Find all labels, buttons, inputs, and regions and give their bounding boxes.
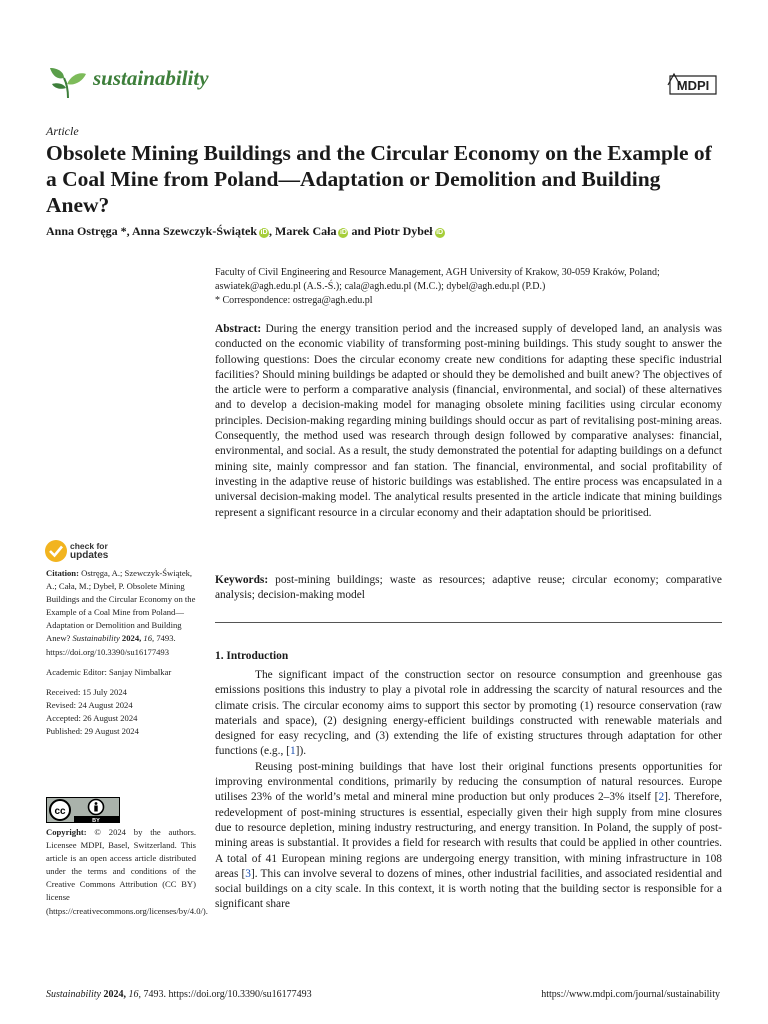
affiliation-line: Faculty of Civil Engineering and Resource Management, AGH University of Krakow, 30-059 Kraków, Poland; — [215, 267, 660, 278]
footer-journal: Sustainability — [46, 989, 101, 1000]
orcid-icon[interactable]: iD — [436, 229, 444, 236]
affiliation — [215, 266, 725, 308]
citation-volume: 16, — [143, 633, 155, 644]
reference-link[interactable]: 1 — [289, 745, 296, 758]
body-text — [215, 668, 722, 913]
accepted-date: Accepted: 26 August 2024 — [46, 712, 138, 723]
sidebar-metadata — [46, 567, 196, 738]
paragraph-text: ]. Therefore, redevelopment of post-mining structures is essential, especially given their high supply from mine closures due to resource depletion, mining industry restructuring, and energy transition. In Poland, the supply of post-mining areas is substantial. It provides a field for research with results that could be applied in other countries. A total of 41 European mining regions are undergoing energy transition, with mining infrastructure in 108 areas [ — [215, 791, 722, 880]
check-updates-icon — [44, 539, 68, 563]
footer-citation — [46, 989, 312, 1000]
author-list — [46, 224, 445, 239]
abstract — [215, 322, 722, 521]
correspondence: * Correspondence: ostrega@agh.edu.pl — [215, 295, 373, 306]
footer-year: 2024, — [103, 989, 126, 1000]
check-updates-line: updates — [70, 550, 109, 561]
footer-volume: 16, — [128, 989, 141, 1000]
revised-date: Revised: 24 August 2024 — [46, 699, 133, 710]
keywords — [215, 573, 722, 604]
by-text: BY — [92, 818, 100, 823]
copyright-text: © 2024 by the authors. Licensee MDPI, Basel, Switzerland. This article is an open access article distributed under the terms and conditions of the Creative Commons Attribution (CC BY) license (https://creativecommons.org/licenses/by/4.0/). — [46, 827, 208, 916]
check-updates-label — [70, 542, 108, 560]
journal-logo-icon — [48, 62, 88, 102]
mdpi-logo-text: MDPI — [676, 78, 710, 93]
paragraph — [215, 668, 722, 760]
paragraph-text: ]). — [295, 745, 307, 758]
citation — [46, 567, 196, 659]
author-name: Anna Szewczyk-Świątek — [132, 224, 258, 238]
divider — [215, 622, 722, 623]
footer-journal-url[interactable]: https://www.mdpi.com/journal/sustainability — [541, 989, 720, 1000]
cc-text: cc — [54, 806, 66, 817]
citation-label: Citation: — [46, 568, 79, 578]
paragraph-text: The significant impact of the construction sector on resource consumption and greenhouse gas emissions positions this industry to play a pivotal role in addressing the scarcity of natural resources and the climate crisis. The circular economy aims to support this sector by promoting (1) resource conservation (raw materials and space), (2) designing energy-efficient buildings constructed with renewable materials and designed for easy recycling, and (3) extending the life of existing structures through adaptation for other functions (e.g., [ — [215, 669, 722, 758]
article-title: Obsolete Mining Buildings and the Circular Economy on the Example of a Coal Mine from Poland—Adaptation or Demolition and Building Anew? — [46, 141, 712, 217]
academic-editor: Academic Editor: Sanjay Nimbalkar — [46, 666, 172, 677]
journal-name[interactable]: sustainability — [93, 66, 209, 90]
abstract-label: Abstract: — [215, 323, 262, 335]
section-heading: 1. Introduction — [215, 650, 289, 662]
citation-text: Ostręga, A.; Szewczyk-Świątek, A.; Cała, M.; Dybeł, P. Obsolete Mining Buildings and the Circular Economy on the Example of a Coal Mine from Poland—Adaptation or Demolition and Building Anew? — [46, 568, 196, 644]
footer-doi-link[interactable]: 7493. https://doi.org/10.3390/su16177493 — [143, 989, 312, 1000]
reference-link[interactable]: 2 — [658, 791, 665, 804]
citation-year: 2024, — [121, 633, 142, 644]
citation-doi[interactable]: 7493. https://doi.org/10.3390/su16177493 — [46, 633, 176, 657]
reference-link[interactable]: 3 — [245, 867, 251, 880]
citation-journal: Sustainability — [72, 633, 120, 644]
paragraph-text: Reusing post-mining buildings that have lost their original functions presents opportunities for improving environmental conditions, primarily by reducing the consumption of natural resources. Europe utilises 23% of the world’s metal and mineral mine production but only produces 2–3% itself [ — [215, 760, 722, 804]
article-type: Article — [46, 124, 79, 138]
author-name: Anna Ostręga *, — [46, 224, 130, 238]
author-name: , Marek Cała — [269, 224, 337, 238]
orcid-icon[interactable]: iD — [339, 229, 347, 236]
author-name: and Piotr Dybeł — [351, 224, 433, 238]
keywords-text: post-mining buildings; waste as resources; adaptive reuse; circular economy; comparative analysis; decision-making model — [215, 574, 722, 602]
check-updates-line: check for — [70, 541, 108, 551]
cc-by-license-icon[interactable] — [46, 797, 120, 823]
received-date: Received: 15 July 2024 — [46, 686, 127, 697]
keywords-label: Keywords: — [215, 574, 269, 586]
affiliation-emails: aswiatek@agh.edu.pl (A.S.-Ś.); cala@agh.edu.pl (M.C.); dybel@agh.edu.pl (P.D.) — [215, 281, 546, 292]
orcid-icon[interactable]: iD — [260, 229, 268, 236]
published-date: Published: 29 August 2024 — [46, 726, 139, 737]
paragraph — [215, 760, 722, 913]
mdpi-logo-icon[interactable] — [666, 70, 720, 100]
abstract-text: During the energy transition period and the increased supply of developed land, an analysis was conducted on the economic viability of transforming post-mining buildings. This study sought to answer the following questions: Does the circular economy create new conditions for adapting these specific industrial facilities? Should mining buildings be adapted or should they be demolished and built anew? The objectives of the article were to perform a comparative analysis (financial, environmental, and social) of these alternatives and to develop a decision-making model for managing obsolete mining facilities using circular economy principles. Decision-making regarding mining buildings should occur as part of revitalising post-mining areas. Consequently, the method used was research through design followed by comparative analyses: financial, environmental, and social. As a result, the study demonstrated the potential for adapting buildings on a defunct mining site, mainly compressor and fan station. The financial, environmental, and social profitability of investing in the adaptive reuse of historic buildings was established. The entire process was encapsulated in a universal decision-making model. The analytical results presented in the article indicate that mining buildings represent a significant resource in a circular economy and their adaptation should be prioritised. — [215, 323, 722, 519]
copyright-notice — [46, 826, 208, 918]
check-for-updates-button[interactable] — [44, 539, 164, 569]
paragraph-text: ]. This can involve several to dozens of mines, other industrial facilities, and associated residential and social buildings on a city scale. In this context, it is worth noting that the building sector is responsible for a significant share — [215, 867, 722, 911]
copyright-label: Copyright: — [46, 827, 87, 837]
